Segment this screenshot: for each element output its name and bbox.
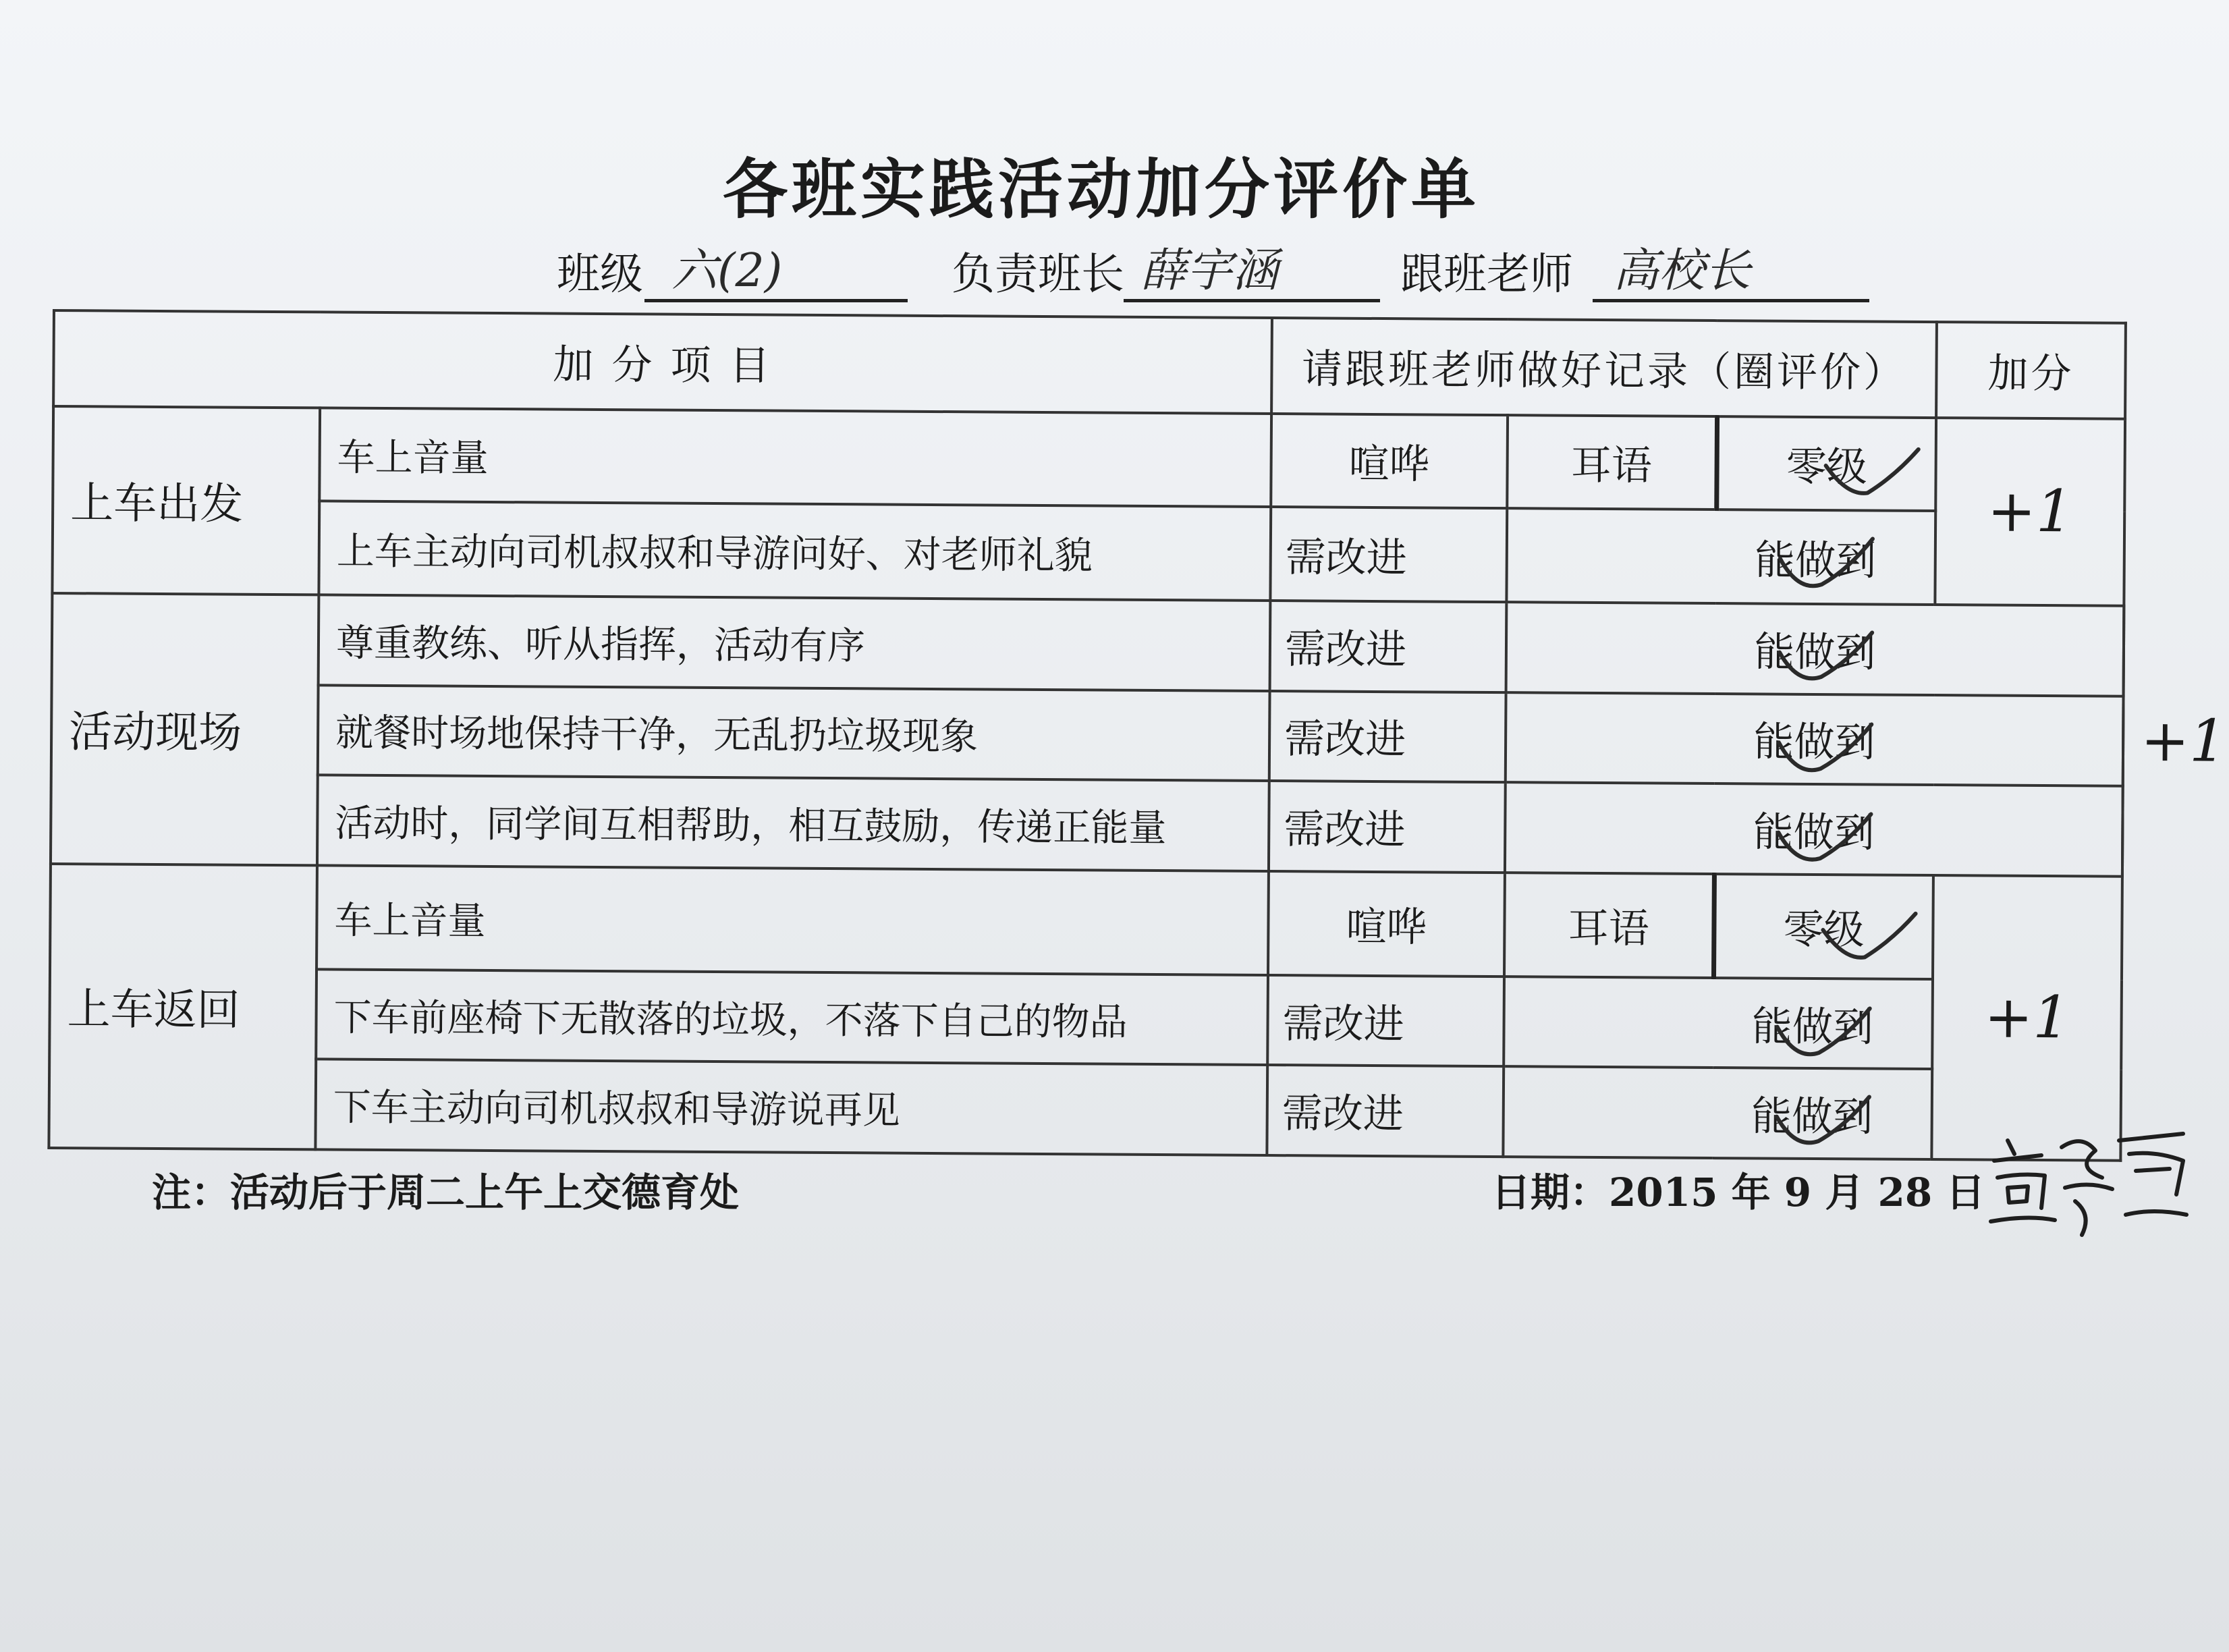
table-row [53, 406, 2125, 512]
section-name: 上车返回 [49, 864, 317, 1150]
table-row [51, 773, 2123, 876]
option-needs-improvement[interactable]: 需改进 [1267, 975, 1504, 1067]
table-row [52, 499, 2124, 605]
option-whisper[interactable]: 耳语 [1507, 415, 1717, 510]
option-zero-label: 零级 [1783, 906, 1865, 954]
checkmark-icon [1771, 999, 1873, 1061]
option-can-do-label: 能做到 [1753, 808, 1875, 857]
option-can-do-label: 能做到 [1751, 1003, 1874, 1051]
class-value[interactable]: 六(2) [671, 244, 783, 298]
option-whisper[interactable]: 耳语 [1504, 873, 1714, 978]
option-can-do-checked[interactable] [1506, 602, 2124, 696]
option-needs-improvement[interactable]: 需改进 [1269, 781, 1506, 873]
option-can-do-label: 能做到 [1755, 536, 1877, 585]
class-underline [644, 299, 908, 302]
item-label: 车上音量 [317, 865, 1269, 975]
option-can-do-checked[interactable] [1505, 782, 2123, 876]
table-row [52, 593, 2124, 696]
header-score: 加分 [1936, 322, 2126, 418]
option-zero-label: 零级 [1786, 443, 1868, 491]
table-row [49, 968, 2122, 1070]
header-item: 加 分 项 目 [53, 310, 1272, 414]
checkmark-icon [1817, 903, 1919, 964]
item-label: 就餐时场地保持干净，无乱扔垃圾现象 [318, 685, 1270, 781]
footer-note: 注：活动后于周二上午上交德育处 [152, 1169, 740, 1215]
checkmark-icon [1820, 439, 1922, 500]
header-info [0, 240, 2203, 307]
teacher-underline [1593, 299, 1869, 302]
table-row [50, 864, 2122, 981]
checkmark-icon [1773, 715, 1875, 777]
option-noisy[interactable]: 喧哗 [1271, 414, 1508, 509]
teacher-value[interactable]: 高校长 [1613, 244, 1751, 298]
option-can-do-checked[interactable] [1504, 976, 2122, 1070]
option-needs-improvement[interactable]: 需改进 [1267, 1065, 1504, 1157]
teacher-label: 跟班老师 [1400, 250, 1573, 300]
item-label: 下车前座椅下无散落的垃圾，不落下自己的物品 [316, 969, 1268, 1065]
monitor-underline [1124, 299, 1380, 302]
option-can-do-label: 能做到 [1751, 1093, 1873, 1141]
monitor-value[interactable]: 薛宇涵 [1140, 244, 1279, 298]
option-can-do-checked[interactable] [1506, 692, 2124, 786]
option-can-do-checked[interactable] [1506, 509, 2124, 606]
option-needs-improvement[interactable]: 需改进 [1269, 691, 1506, 783]
item-label: 活动时，同学间互相帮助，相互鼓励，传递正能量 [317, 775, 1269, 871]
table-row [49, 1057, 2121, 1160]
checkmark-icon [1774, 624, 1876, 686]
checkmark-icon [1773, 806, 1875, 867]
footer-date: 日期：2015 年 9 月 28 日 [1491, 1169, 1985, 1215]
score-value[interactable]: +1 [2122, 606, 2124, 877]
option-needs-improvement[interactable]: 需改进 [1270, 601, 1507, 692]
score-value[interactable]: +1 [1931, 875, 2122, 1161]
item-label: 下车主动向司机叔叔和导游说再见 [315, 1059, 1267, 1155]
evaluation-table [47, 309, 2227, 1162]
section-name: 活动现场 [51, 593, 319, 865]
monitor-label: 负责班长 [952, 250, 1124, 300]
checkmark-icon [1771, 1089, 1873, 1150]
item-label: 车上音量 [319, 408, 1271, 507]
option-needs-improvement[interactable]: 需改进 [1270, 507, 1507, 602]
option-zero-checked[interactable] [1716, 416, 1936, 512]
header-record: 请跟班老师做好记录（圈评价） [1271, 318, 1937, 418]
table-row [51, 684, 2124, 786]
checkmark-icon [1774, 532, 1876, 593]
section-name: 上车出发 [52, 406, 320, 595]
option-zero-checked[interactable] [1713, 874, 1933, 979]
item-label: 尊重教练、听从指挥，活动有序 [319, 595, 1271, 691]
option-can-do-label: 能做到 [1753, 718, 1875, 767]
option-can-do-label: 能做到 [1754, 628, 1876, 677]
handwritten-signature [1981, 1113, 2197, 1248]
item-label: 上车主动向司机叔叔和导游问好、对老师礼貌 [319, 501, 1271, 601]
form-title: 各班实践活动加分评价单 [723, 152, 1480, 227]
class-label: 班级 [557, 250, 643, 300]
score-value[interactable]: +1 [1935, 418, 2125, 606]
option-noisy[interactable]: 喧哗 [1268, 871, 1505, 976]
